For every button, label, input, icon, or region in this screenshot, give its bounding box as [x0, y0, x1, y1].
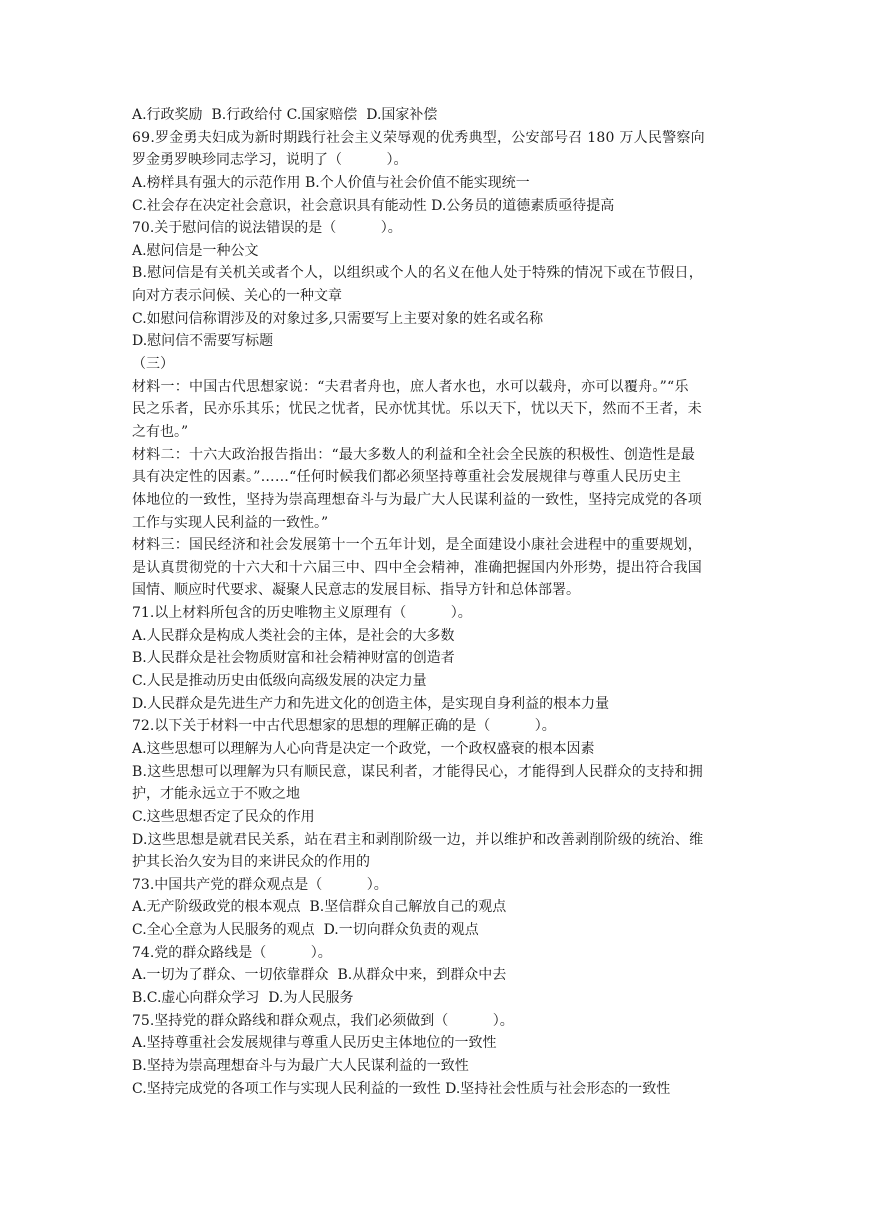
text-line: 体地位的一致性，坚持为崇高理想奋斗与为最广大人民谋利益的一致性，坚持完成党的各项: [132, 491, 702, 508]
text-line: 罗金勇罗映珍同志学习，说明了（ ）。: [132, 152, 408, 169]
text-line: 72.以下关于材料一中古代思想家的思想的理解正确的是（ ）。: [132, 718, 556, 735]
text-line: 是认真贯彻党的十六大和十六届三中、四中全会精神，准确把握国内外形势，提出符合我国: [132, 559, 702, 576]
text-line: A.人民群众是构成人类社会的主体，是社会的大多数: [132, 627, 455, 644]
document-body: [132, 104, 744, 1100]
text-line: B.这些思想可以理解为只有顺民意，谋民利者，才能得民心，才能得到人民群众的支持和拥: [132, 763, 703, 780]
text-line: 材料一：中国古代思想家说：“夫君者舟也，庶人者水也，水可以载舟，亦可以覆舟。”“乐: [132, 378, 689, 395]
text-line: C.全心全意为人民服务的观点 D.一切向群众负责的观点: [132, 922, 479, 939]
text-line: C.这些思想否定了民众的作用: [132, 808, 315, 825]
text-line: A.这些思想可以理解为人心向背是决定一个政党，一个政权盛衰的根本因素: [132, 740, 595, 757]
text-line: （三）: [132, 356, 174, 373]
text-line: 75.坚持党的群众路线和群众观点，我们必须做到（ ）。: [132, 1012, 514, 1029]
text-line: 之有也。”: [132, 423, 189, 440]
text-line: 71.以上材料所包含的历史唯物主义原理有（ ）。: [132, 605, 472, 622]
text-line: A.慰问信是一种公文: [132, 242, 259, 259]
text-line: 工作与实现人民利益的一致性。”: [132, 514, 329, 531]
text-line: 70.关于慰问信的说法错误的是（ ）。: [132, 220, 402, 237]
text-line: B.人民群众是社会物质财富和社会精神财富的创造者: [132, 650, 455, 667]
text-line: 护，才能永远立于不败之地: [132, 786, 300, 803]
text-line: 材料二：十六大政治报告指出：“最大多数人的利益和全社会全民族的积极性、创造性是最: [132, 446, 696, 463]
text-line: B.坚持为崇高理想奋斗与为最广大人民谋利益的一致性: [132, 1057, 469, 1074]
text-line: 74.党的群众路线是（ ）。: [132, 944, 332, 961]
text-line: 向对方表示问候、关心的一种文章: [132, 288, 342, 305]
text-line: 材料三：国民经济和社会发展第十一个五年计划，是全面建设小康社会进程中的重要规划，: [132, 537, 702, 554]
text-line: A.坚持尊重社会发展规律与尊重人民历史主体地位的一致性: [132, 1035, 497, 1052]
text-line: 护其长治久安为目的来讲民众的作用的: [132, 854, 370, 871]
text-line: 民之乐者，民亦乐其乐；忧民之忧者，民亦忧其忧。乐以天下，忧以天下，然而不王者，未: [132, 401, 702, 418]
text-line: 国情、顺应时代要求、凝聚人民意志的发展目标、指导方针和总体部署。: [132, 582, 580, 599]
text-line: A.榜样具有强大的示范作用 B.个人价值与社会价值不能实现统一: [132, 174, 530, 191]
text-line: A.行政奖励 B.行政给付 C.国家赔偿 D.国家补偿: [132, 107, 438, 123]
text-line: C.人民是推动历史由低级向高级发展的决定力量: [132, 673, 427, 690]
text-line: B.慰问信是有关机关或者个人，以组织或个人的名义在他人处于特殊的情况下或在节假日，: [132, 265, 703, 282]
text-line: C.社会存在决定社会意识，社会意识具有能动性 D.公务员的道德素质亟待提高: [132, 197, 615, 214]
text-line: D.这些思想是就君民关系，站在君主和剥削阶级一边，并以维护和改善剥削阶级的统治、维: [132, 831, 704, 848]
text-line: C.如慰问信称谓涉及的对象过多,只需要写上主要对象的姓名或名称: [132, 310, 544, 327]
text-line: D.人民群众是先进生产力和先进文化的创造主体，是实现自身利益的根本力量: [132, 695, 610, 712]
text-line: 具有决定性的因素。”……“任何时候我们都必须坚持尊重社会发展规律与尊重人民历史主: [132, 469, 682, 486]
text-line: A.一切为了群众、一切依靠群众 B.从群众中来，到群众中去: [132, 967, 507, 984]
text-line: 69.罗金勇夫妇成为新时期践行社会主义荣辱观的优秀典型，公安部号召 180 万人民警察向: [132, 129, 705, 146]
text-line: 73.中国共产党的群众观点是（ ）。: [132, 876, 388, 893]
text-line: D.慰问信不需要写标题: [132, 333, 274, 350]
text-line: A.无产阶级政党的根本观点 B.坚信群众自己解放自己的观点: [132, 899, 507, 916]
text-line: B.C.虚心向群众学习 D.为人民服务: [132, 989, 354, 1006]
text-line: C.坚持完成党的各项工作与实现人民利益的一致性 D.坚持社会性质与社会形态的一致性: [132, 1080, 671, 1097]
